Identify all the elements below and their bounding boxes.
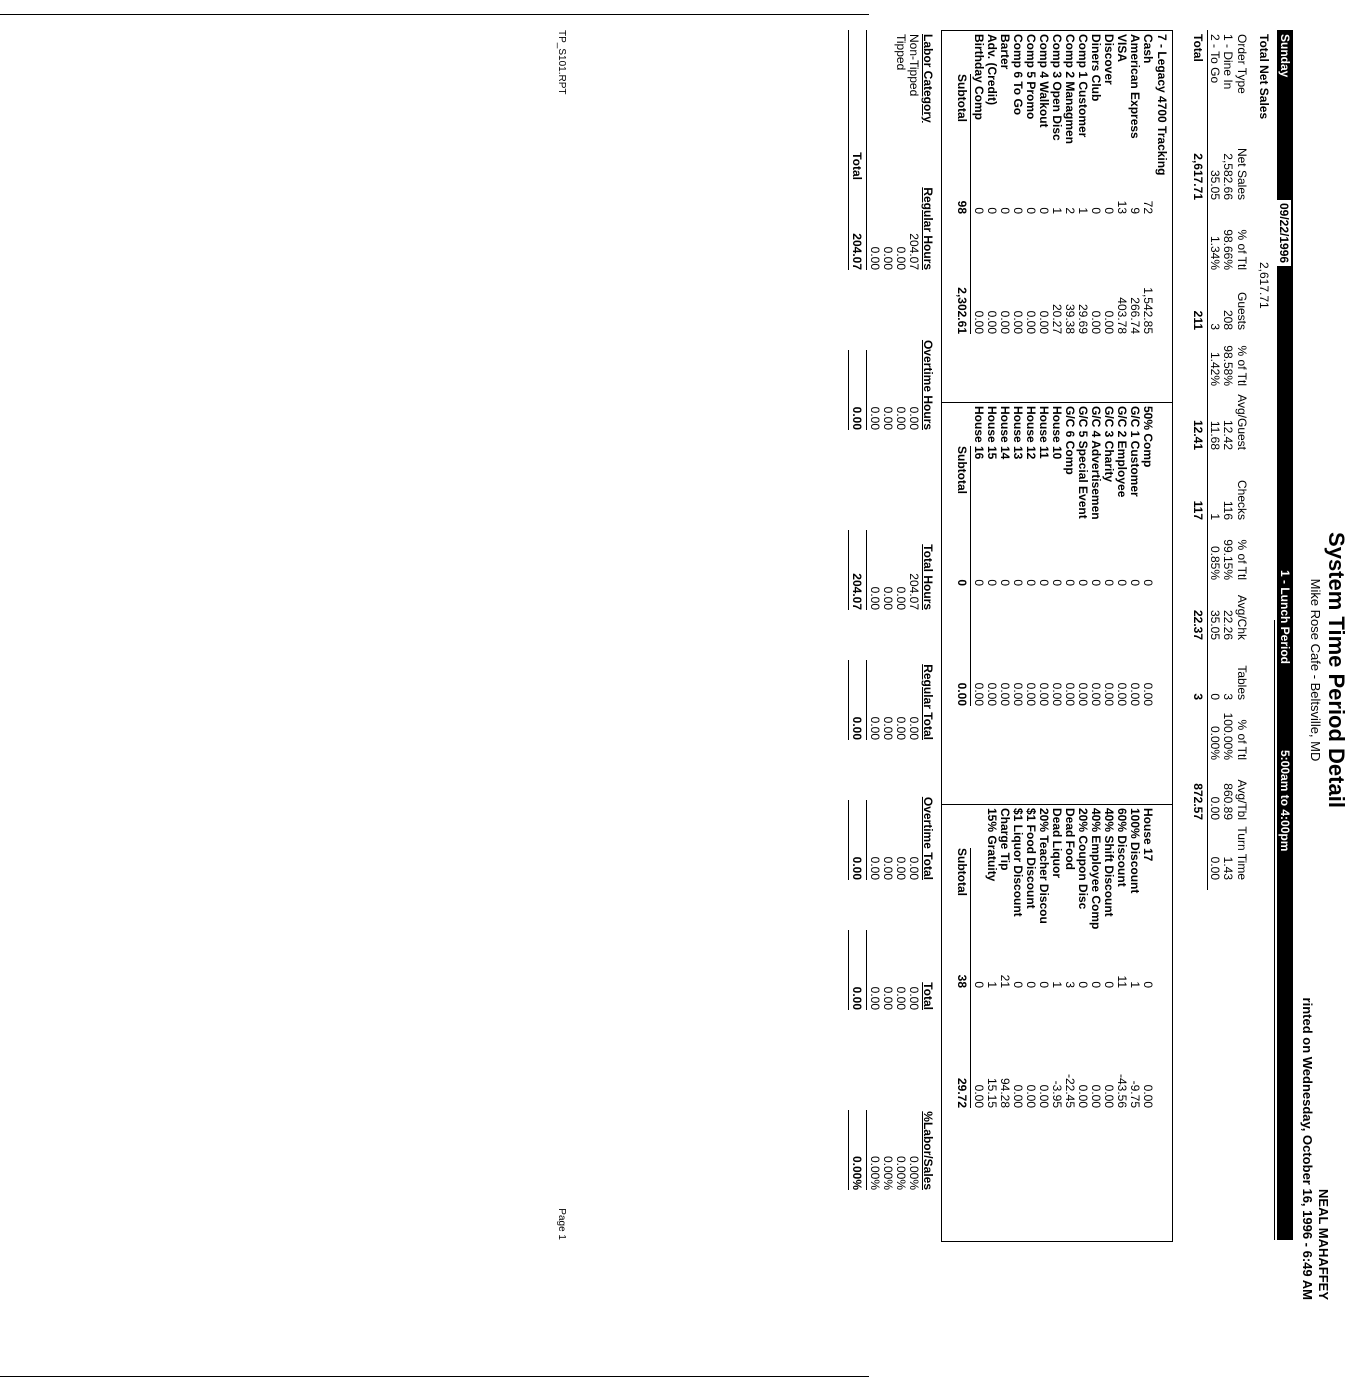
order-header-4: % of Ttl [1235,345,1249,386]
tracking-col2-name-1: G/C 1 Customer [1128,406,1142,497]
printed-on-date: rinted on Wednesday, October 16, 1996 - 6:49 AM [1300,997,1315,1300]
tracking-col1-subtotal-rule [970,74,971,334]
tracking-col2-name-6: G/C 6 Comp [1063,406,1077,475]
labor-total-1: 204.07 [850,233,864,270]
tracking-col3-amount-3: 0.00 [1102,1084,1116,1108]
labor-total-rule-1 [866,190,867,270]
tracking-col3-name-3: 40% Shift Discount [1102,808,1116,917]
rotated-report-page [539,30,1349,1310]
tracking-col3-count-12: 1 [985,981,999,988]
order-cell-0-0: 1 - Dine In [1221,34,1235,90]
labor-header-7: %Labor/Sales [921,1111,935,1190]
tracking-col1-amount-9: 0.00 [1024,310,1038,334]
labor-total-underline-3 [848,530,849,610]
tracking-col1-name-6: Comp 2 Managmen [1063,34,1077,145]
tracking-col3-name-4: 40% Employee Comp [1089,808,1103,930]
labor-cell-3-1: 0.00 [868,246,882,270]
tracking-col1-amount-3: 0.00 [1102,310,1116,334]
tracking-col2-name-3: G/C 3 Charity [1102,406,1116,483]
tracking-col3-name-12: 15% Gratuity [985,808,999,882]
labor-header-2: Overtime Hours [921,339,935,430]
labor-total-underline-5 [848,800,849,880]
tracking-col1-count-3: 0 [1102,207,1116,214]
tracking-title: 7 - Legacy 4700 Tracking [1155,34,1169,176]
tracking-col2-amount-6: 0.00 [1063,682,1077,706]
labor-total-rule-2 [866,350,867,430]
order-header-9: Tables [1235,665,1249,700]
tracking-col2-count-5: 0 [1076,579,1090,586]
order-cell-1-10: 0.00% [1208,725,1222,760]
tracking-col2-amount-8: 0.00 [1037,682,1051,706]
order-cell-1-1: 35.05 [1208,169,1222,200]
tracking-col2-amount-2: 0.00 [1115,682,1129,706]
labor-total-6: 0.00 [850,986,864,1010]
tracking-col3-amount-4: 0.00 [1089,1084,1103,1108]
tracking-col1-name-2: VISA [1115,34,1129,63]
labor-total-5: 0.00 [850,856,864,880]
tracking-col3-amount-6: -22.45 [1063,1073,1077,1108]
tracking-col1-name-9: Comp 5 Promo [1024,34,1038,120]
order-total-3: 211 [1191,310,1205,330]
order-total-8: 22.37 [1191,609,1205,640]
tracking-col1-name-12: Adv. (Credit) [985,34,999,106]
tracking-col3-amount-12: 15.15 [985,1077,999,1108]
tracking-col2-name-2: G/C 2 Employee [1115,406,1129,498]
tracking-col2-amount-5: 0.00 [1076,682,1090,706]
tracking-col3-amount-0: 0.00 [1141,1084,1155,1108]
order-header-6: Checks [1235,479,1249,520]
tracking-col2-amount-10: 0.00 [1011,682,1025,706]
tracking-col3-subtotal-amount: 29.72 [955,1077,969,1108]
tracking-col3-name-2: 60% Discount [1115,808,1129,887]
tracking-col1-name-5: Comp 1 Customer [1076,34,1090,138]
tracking-col3-count-13: 0 [972,981,986,988]
order-header-3: Guests [1235,291,1249,330]
tracking-col1-amount-13: 0.00 [972,310,986,334]
labor-header-6: Total [921,982,935,1010]
tracking-col3-count-8: 0 [1037,981,1051,988]
order-header-10: % of Ttl [1235,719,1249,760]
tracking-col2-subtotal-label: Subtotal [955,446,969,494]
tracking-col2-name-4: G/C 4 Advertisemen [1089,406,1103,520]
labor-cell-3-2: 0.00 [868,406,882,430]
total-net-sales-label: Total Net Sales [1257,34,1271,120]
order-cell-1-12: 0.00 [1208,856,1222,880]
labor-cell-3-6: 0.00 [868,986,882,1010]
tracking-col2-amount-4: 0.00 [1089,682,1103,706]
tracking-col3-amount-11: 94.28 [998,1077,1012,1108]
tracking-col2-name-12: House 15 [985,406,999,460]
tracking-col1-count-5: 1 [1076,207,1090,214]
labor-total-rule-7 [866,1110,867,1190]
date-rule [1274,620,1275,1240]
labor-header-5: Overtime Total [921,796,935,880]
report-filename: TP_S101.RPT [556,30,567,95]
labor-cell-2-1: 0.00 [881,246,895,270]
labor-total-underline-7 [848,1110,849,1190]
labor-cell-0-6: 0.00 [907,986,921,1010]
tracking-col2-amount-13: 0.00 [972,682,986,706]
tracking-col3-name-8: 20% Teacher Discou [1037,808,1051,924]
tracking-col1-amount-2: 403.78 [1115,297,1129,334]
tracking-col2-subtotal-rule [970,446,971,706]
tracking-col1-count-7: 1 [1050,207,1064,214]
tracking-col1-amount-7: 20.27 [1050,303,1064,334]
tracking-col2-name-11: House 14 [998,406,1012,460]
labor-cell-2-2: 0.00 [881,406,895,430]
tracking-col1-count-11: 0 [998,207,1012,214]
order-total-6: 117 [1191,500,1205,520]
tracking-col3-amount-9: 0.00 [1024,1084,1038,1108]
tracking-col1-amount-6: 39.38 [1063,303,1077,334]
order-total-rule [1207,30,1208,890]
labor-cell-0-2: 0.00 [907,406,921,430]
tracking-col2-amount-12: 0.00 [985,682,999,706]
order-cell-1-5: 11.68 [1208,420,1222,450]
labor-cell-2-4: 0.00 [881,716,895,740]
labor-cell-0-0: Non-Tipped [907,34,921,97]
labor-cell-0-5: 0.00 [907,856,921,880]
tracking-col2-name-10: House 13 [1011,406,1025,460]
tracking-col1-name-10: Comp 6 To Go [1011,34,1025,116]
tracking-col2-subtotal-count: 0 [955,579,969,586]
tracking-col2-count-3: 0 [1102,579,1116,586]
labor-total-underline-6 [848,930,849,1010]
tracking-col1-name-11: Barter [998,34,1012,70]
labor-total-rule-3 [866,530,867,610]
order-cell-0-9: 3 [1221,693,1235,700]
tracking-col1-name-13: Birthday Comp [972,34,986,121]
tracking-col1-count-6: 2 [1063,207,1077,214]
labor-header-0: Labor Category [921,34,935,123]
tracking-col1-amount-12: 0.00 [985,310,999,334]
tracking-col2-count-2: 0 [1115,579,1129,586]
bar-day: Sunday [1278,34,1292,78]
labor-total-0: Total [850,152,864,180]
order-total-1: 2,617.71 [1191,153,1205,200]
tracking-col1-amount-5: 29.69 [1076,303,1090,334]
order-header-8: Avg/Chk [1235,594,1249,640]
tracking-col3-count-0: 0 [1141,981,1155,988]
bar-period: 1 - Lunch Period [1278,570,1292,665]
tracking-col1-count-10: 0 [1011,207,1025,214]
tracking-col3-name-10: $1 Liquor Discount [1011,808,1025,917]
order-cell-1-2: 1.34% [1208,235,1222,270]
tracking-col3-name-5: 20% Coupon Disc [1076,808,1090,910]
tracking-col2-count-12: 0 [985,579,999,586]
tracking-col1-count-13: 0 [972,207,986,214]
order-header-12: Turn Time [1235,826,1249,880]
tracking-col2-count-8: 0 [1037,579,1051,586]
tracking-col1-amount-10: 0.00 [1011,310,1025,334]
order-total-9: 3 [1191,693,1205,700]
tracking-col2-name-13: House 16 [972,406,986,460]
tracking-col2-amount-11: 0.00 [998,682,1012,706]
order-header-11: Avg/Tbl [1235,779,1249,820]
labor-cell-1-0: Tipped [894,34,908,71]
tracking-divider-1 [941,402,1173,403]
tracking-col2-subtotal-amount: 0.00 [955,682,969,706]
tracking-col2-name-0: 50% Comp [1141,406,1155,468]
tracking-col3-count-2: 11 [1115,975,1129,988]
tracking-col1-subtotal-label: Subtotal [955,74,969,122]
order-cell-0-5: 12.42 [1221,419,1235,450]
tracking-col2-count-6: 0 [1063,579,1077,586]
tracking-col1-count-2: 13 [1115,200,1129,214]
tracking-col3-count-5: 0 [1076,981,1090,988]
tracking-col1-count-12: 0 [985,207,999,214]
tracking-col3-subtotal-count: 38 [955,974,969,988]
tracking-col2-count-11: 0 [998,579,1012,586]
tracking-col2-count-10: 0 [1011,579,1025,586]
tracking-col2-amount-7: 0.00 [1050,682,1064,706]
order-header-7: % of Ttl [1235,539,1249,580]
tracking-col3-subtotal-rule [970,848,971,1108]
labor-total-rule-6 [866,930,867,1010]
order-cell-1-3: 3 [1208,323,1222,330]
labor-cell-3-3: 0.00 [868,586,882,610]
order-cell-0-4: 98.58% [1221,345,1235,386]
tracking-col3-name-11: Charge Tip [998,808,1012,871]
labor-total-4: 0.00 [850,716,864,740]
tracking-col1-count-8: 0 [1037,207,1051,214]
labor-total-7: 0.00% [850,1155,864,1190]
order-header-0: Order Type [1235,34,1249,94]
tracking-col1-name-8: Comp 4 Walkout [1037,34,1051,128]
tracking-col3-amount-7: -3.95 [1050,1080,1064,1108]
order-cell-0-8: 22.26 [1221,609,1235,640]
labor-cell-1-3: 0.00 [894,586,908,610]
tracking-col2-count-0: 0 [1141,579,1155,586]
tracking-col1-amount-4: 0.00 [1089,310,1103,334]
labor-cell-0-3: 204.07 [907,573,921,610]
tracking-col3-name-1: 100% Discount [1128,808,1142,894]
tracking-col3-amount-1: -9.75 [1128,1080,1142,1108]
order-total-5: 12.41 [1191,419,1205,450]
tracking-col2-count-1: 0 [1128,579,1142,586]
labor-total-rule-5 [866,800,867,880]
tracking-col3-name-0: House 17 [1141,808,1155,862]
labor-cell-1-1: 0.00 [894,246,908,270]
order-cell-1-11: 0.00 [1208,796,1222,820]
order-cell-1-8: 35.05 [1208,609,1222,640]
labor-total-rule-4 [866,660,867,740]
labor-total-underline-1 [848,190,849,270]
printed-by-user: NEAL MAHAFFEY [1316,1189,1331,1300]
labor-cell-3-4: 0.00 [868,716,882,740]
labor-cell-0-7: 0.00% [907,1155,921,1190]
tracking-col3-count-7: 1 [1050,981,1064,988]
labor-total-2: 0.00 [850,406,864,430]
tracking-col2-name-7: House 10 [1050,406,1064,460]
tracking-col3-count-3: 0 [1102,981,1116,988]
tracking-col1-count-4: 0 [1089,207,1103,214]
labor-cell-1-5: 0.00 [894,856,908,880]
tracking-col1-name-0: Cash [1141,34,1155,64]
order-header-1: Net Sales [1235,147,1249,200]
tracking-col1-amount-11: 0.00 [998,310,1012,334]
tracking-col3-count-1: 1 [1128,981,1142,988]
order-cell-0-10: 100.00% [1221,712,1235,760]
tracking-col3-count-10: 0 [1011,981,1025,988]
tracking-col3-count-9: 0 [1024,981,1038,988]
tracking-col3-amount-5: 0.00 [1076,1084,1090,1108]
total-net-sales-value: 2,617.71 [1257,262,1271,309]
order-cell-0-1: 2,582.66 [1221,153,1235,200]
order-cell-1-4: 1.42% [1208,351,1222,386]
labor-cell-2-5: 0.00 [881,856,895,880]
tracking-col3-amount-8: 0.00 [1037,1084,1051,1108]
labor-cell-1-2: 0.00 [894,406,908,430]
labor-total-underline-4 [848,660,849,740]
order-header-2: % of Ttl [1235,229,1249,270]
tracking-col3-amount-10: 0.00 [1011,1084,1025,1108]
tracking-col2-name-5: G/C 5 Special Event [1076,406,1090,519]
tracking-col2-count-13: 0 [972,579,986,586]
labor-cell-1-6: 0.00 [894,986,908,1010]
order-cell-0-7: 99.15% [1221,539,1235,580]
tracking-col3-amount-13: 0.00 [972,1084,986,1108]
tracking-col2-amount-3: 0.00 [1102,682,1116,706]
labor-cell-2-6: 0.00 [881,986,895,1010]
bar-time: 5:00am to 4:00pm [1278,750,1292,852]
tracking-col1-name-7: Comp 3 Open Disc [1050,34,1064,141]
order-cell-0-2: 98.66% [1221,229,1235,270]
tracking-col3-subtotal-label: Subtotal [955,848,969,896]
order-cell-1-0: 2 - To Go [1208,34,1222,84]
report-title: System Time Period Detail [1324,532,1349,808]
bar-date: 09/22/1996 [1277,200,1291,266]
tracking-col2-count-4: 0 [1089,579,1103,586]
tracking-col1-count-0: 72 [1141,200,1155,214]
tracking-col1-amount-1: 266.74 [1128,297,1142,334]
bottom-rule [0,1376,869,1377]
tracking-col2-count-9: 0 [1024,579,1038,586]
tracking-col1-name-1: American Express [1128,34,1142,139]
labor-cell-3-5: 0.00 [868,856,882,880]
order-cell-1-7: 0.85% [1208,545,1222,580]
labor-cell-3-7: 0.00% [868,1155,882,1190]
labor-cell-1-4: 0.00 [894,716,908,740]
labor-cell-0-1: 204.07 [907,233,921,270]
tracking-col1-subtotal-count: 98 [955,200,969,214]
labor-header-3: Total Hours [921,544,935,610]
tracking-col2-name-9: House 12 [1024,406,1038,460]
order-cell-0-6: 116 [1221,500,1235,520]
tracking-col1-subtotal-amount: 2,302.61 [955,287,969,334]
tracking-divider-2 [941,804,1173,805]
order-cell-0-12: 1.43 [1221,856,1235,880]
labor-cell-2-3: 0.00 [881,586,895,610]
tracking-col3-count-6: 3 [1063,981,1077,988]
tracking-col1-name-3: Discover [1102,34,1116,85]
page-number: Page 1 [556,1208,567,1240]
tracking-col3-name-6: Dead Food [1063,808,1077,870]
order-total-0: Total [1191,34,1205,62]
top-rule [0,14,869,15]
labor-header-1: Regular Hours [921,187,935,270]
tracking-col2-amount-0: 0.00 [1141,682,1155,706]
labor-header-4: Regular Total [921,664,935,740]
labor-total-underline-2 [848,350,849,430]
tracking-col3-name-9: $1 Food Discount [1024,808,1038,909]
tracking-col3-name-7: Dead Liquor [1050,808,1064,879]
report-subtitle: Mike Rose Cafe - Beltsville, MD [1308,578,1323,762]
order-cell-0-3: 208 [1221,309,1235,330]
tracking-col3-amount-2: -43.56 [1115,1073,1129,1108]
labor-cell-0-4: 0.00 [907,716,921,740]
tracking-col1-name-4: Diners Club [1089,34,1103,102]
tracking-col1-count-1: 9 [1128,207,1142,214]
order-cell-1-6: 1 [1208,513,1222,520]
tracking-col2-amount-9: 0.00 [1024,682,1038,706]
labor-cell-1-7: 0.00% [894,1155,908,1190]
labor-cell-2-7: 0.00% [881,1155,895,1190]
tracking-col3-count-4: 0 [1089,981,1103,988]
tracking-col3-count-11: 21 [998,974,1012,988]
order-total-11: 872.57 [1191,783,1205,820]
tracking-col1-amount-8: 0.00 [1037,310,1051,334]
order-header-5: Avg/Guest [1235,394,1249,450]
labor-total-3: 204.07 [850,573,864,610]
order-cell-1-9: 0 [1208,693,1222,700]
order-cell-0-11: 860.89 [1221,783,1235,820]
tracking-col2-name-8: House 11 [1037,406,1051,459]
tracking-col1-count-9: 0 [1024,207,1038,214]
tracking-col1-amount-0: 1,542.85 [1141,287,1155,334]
tracking-col2-count-7: 0 [1050,579,1064,586]
tracking-col2-amount-1: 0.00 [1128,682,1142,706]
